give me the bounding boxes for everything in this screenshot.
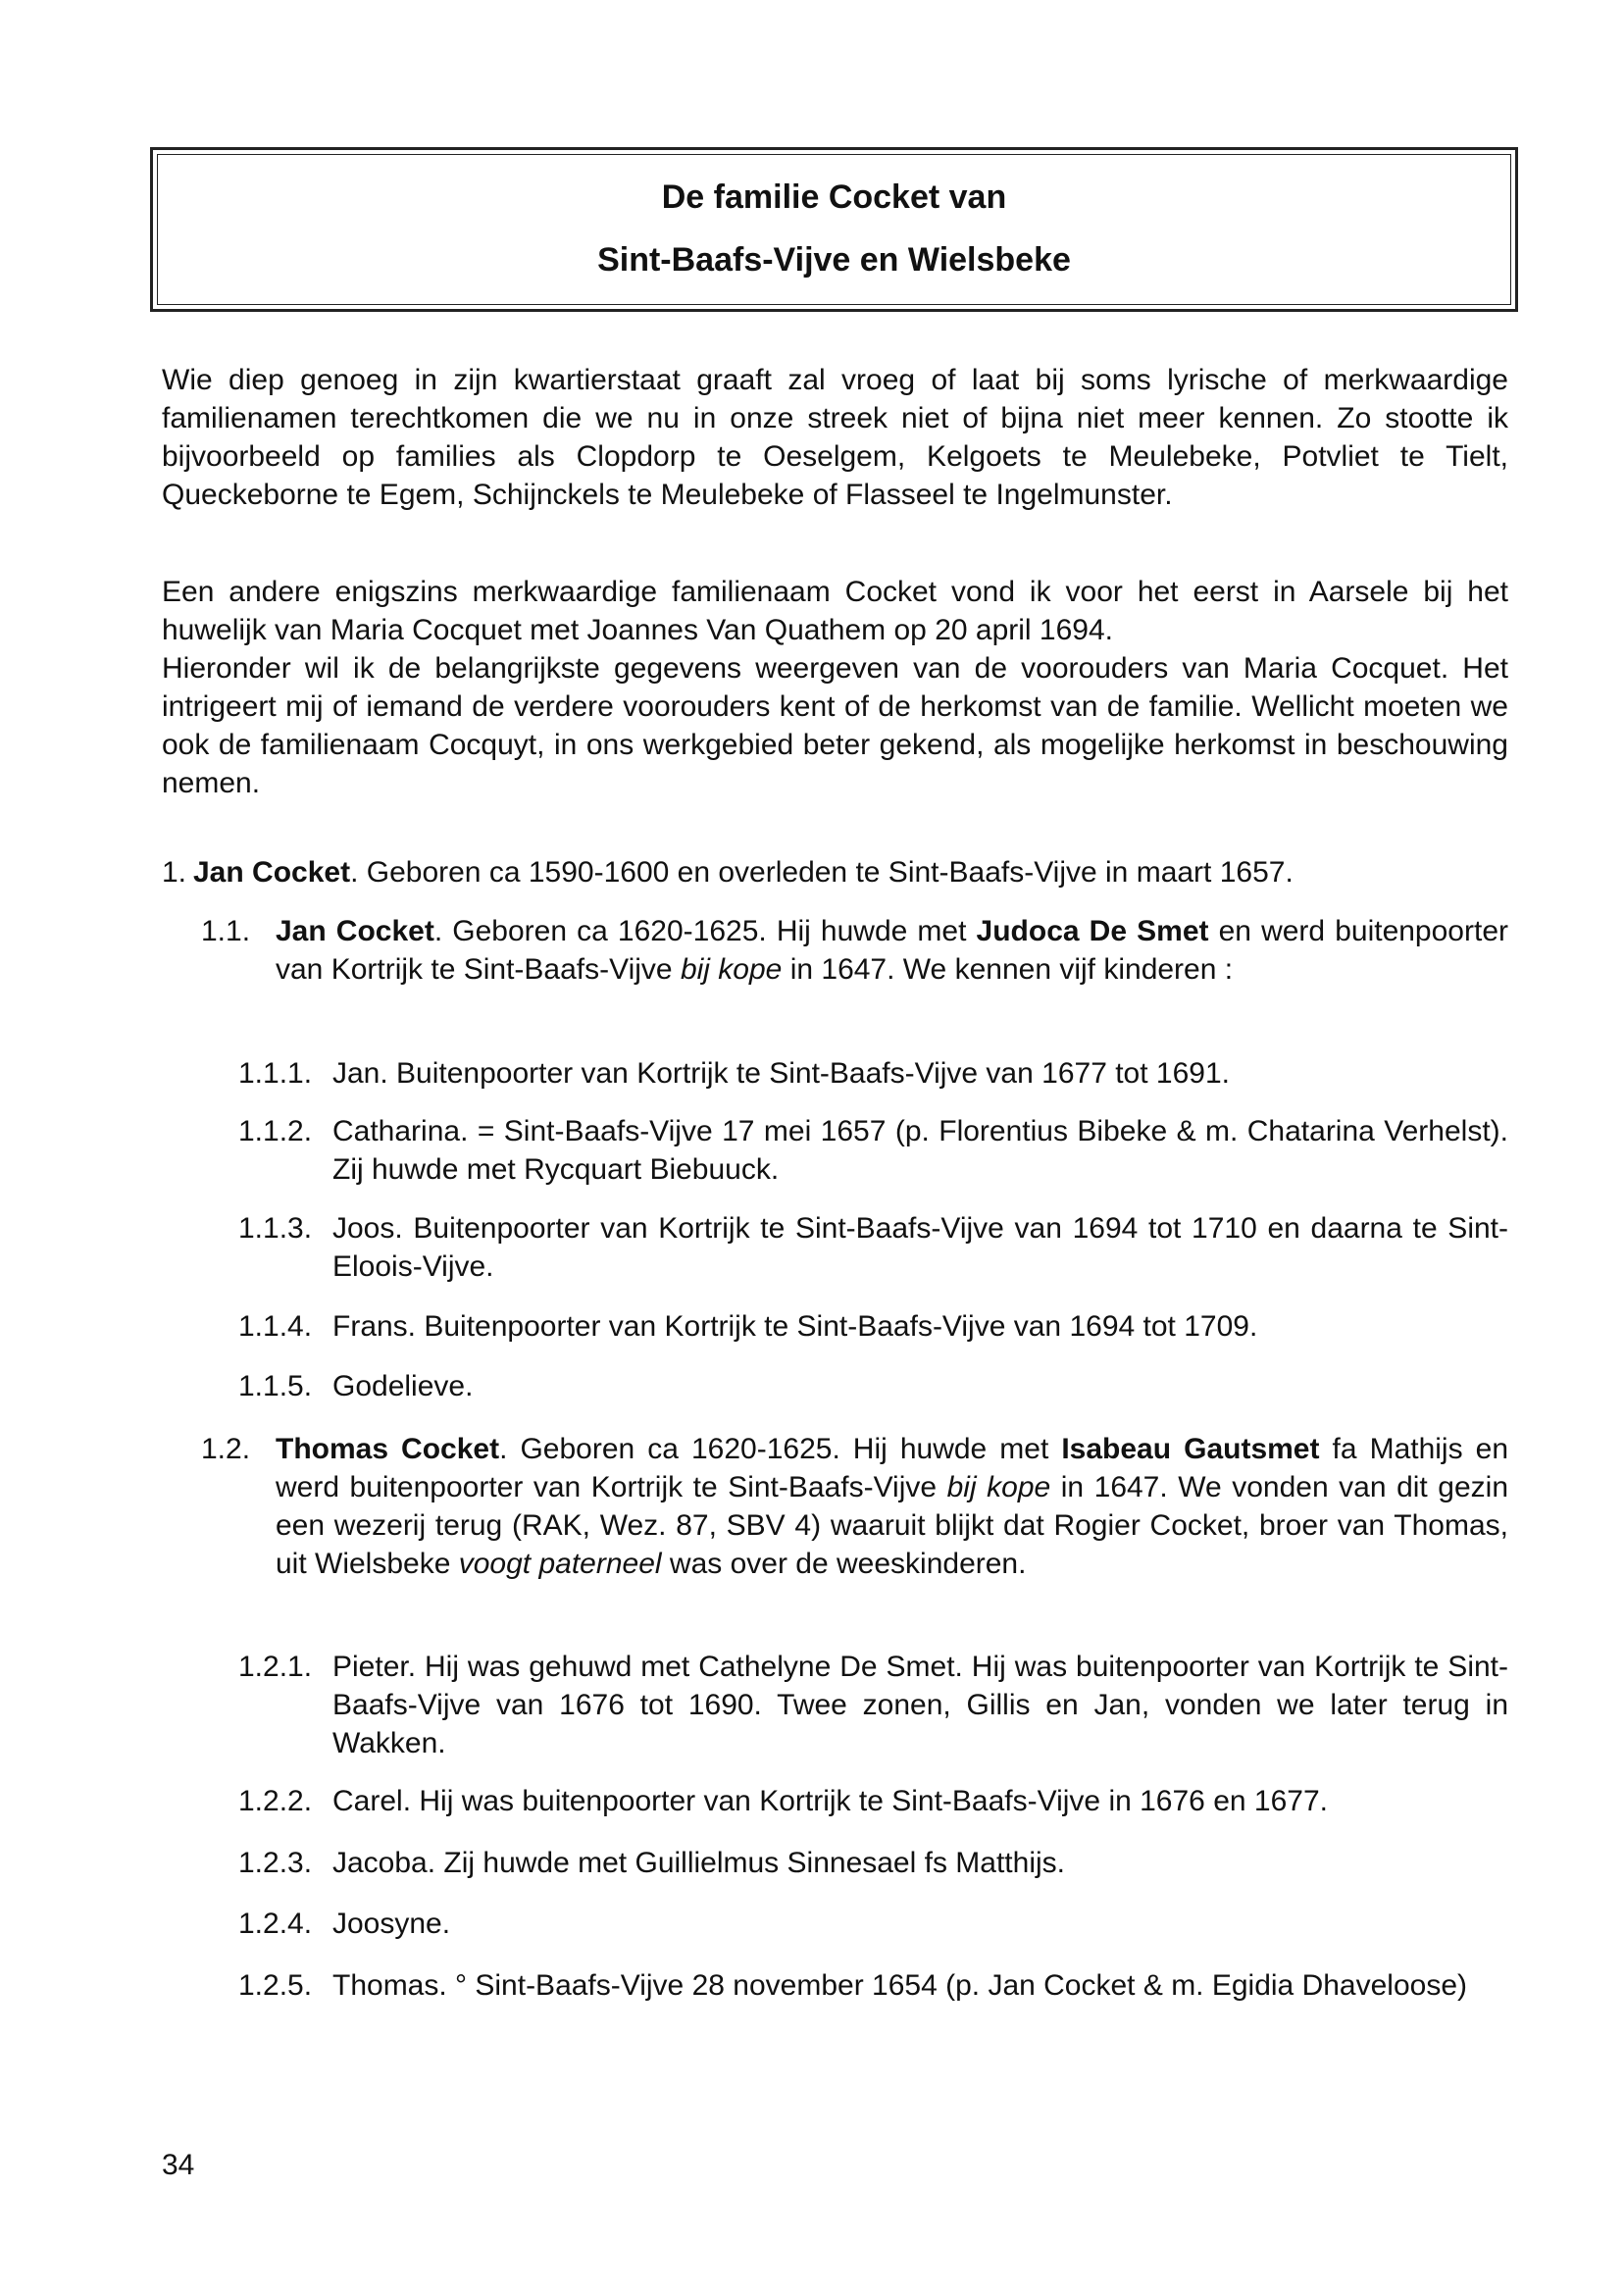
entry-1-2-3 <box>238 1844 1508 1882</box>
entry-text: Jan Cocket. Geboren ca 1620-1625. Hij huwde met Judoca De Smet en werd buitenpoorter van Kortrijk te Sint-Baafs-Vijve bij kope in 1647. We kennen vijf kinderen : <box>276 915 1508 986</box>
entry-text: Thomas Cocket. Geboren ca 1620-1625. Hij huwde met Isabeau Gautsmet fa Mathijs en werd buitenpoorter van Kortrijk te Sint-Baafs-Vijve bij kope in 1647. We vonden van dit gezin een wezerij terug (RAK, Wez. 87, SBV 4) waaruit blijkt dat Rogier Cocket, broer van Thomas, uit Wielsbeke voogt paterneel was over de weeskinderen. <box>276 1433 1509 1580</box>
entry-1-1-1 <box>238 1054 1508 1093</box>
person-name: Jan Cocket <box>193 856 351 889</box>
entry-1-1-5 <box>238 1367 1508 1405</box>
entry-text: Pieter. Hij was gehuwd met Cathelyne De Smet. Hij was buitenpoorter van Kortrijk te Sint-Baafs-Vijve van 1676 tot 1690. Twee zonen, Gillis en Jan, vonden we later terug in Wakken. <box>332 1651 1508 1759</box>
entry-1-2-2 <box>238 1782 1508 1820</box>
entry-text: Godelieve. <box>332 1370 474 1402</box>
entry-1-2 <box>201 1430 1508 1583</box>
entry-number: 1.1.3. <box>238 1212 313 1245</box>
person-name: Jan Cocket <box>276 915 434 947</box>
entry-text: Carel. Hij was buitenpoorter van Kortrijk te Sint-Baafs-Vijve in 1676 en 1677. <box>332 1785 1328 1817</box>
page-number: 34 <box>162 2149 195 2181</box>
intro-text-2b: Hieronder wil ik de belangrijkste gegevens weergeven van de voorouders van Maria Cocquet. Het intrigeert mij of iemand de verdere voorouders kent of de herkomst van de familie. Wellicht moeten we ook de familienaam Cocquyt, in ons werkgebied beter gekend, als mogelijke herkomst in beschouwing nemen. <box>162 652 1508 799</box>
entry-text: Frans. Buitenpoorter van Kortrijk te Sint-Baafs-Vijve van 1694 tot 1709. <box>332 1310 1258 1343</box>
entry-1-2-5 <box>238 1966 1508 2005</box>
entry-number: 1.2.1. <box>238 1651 313 1683</box>
entry-number: 1.1. <box>201 915 251 947</box>
spouse-name: Judoca De Smet <box>976 915 1209 947</box>
entry-text: Jan Cocket. Geboren ca 1590-1600 en overleden te Sint-Baafs-Vijve in maart 1657. <box>193 856 1294 889</box>
entry-number: 1. <box>162 856 187 889</box>
entry-number: 1.1.1. <box>238 1057 313 1090</box>
entry-1-2-4 <box>238 1905 1508 1943</box>
entry-number: 1.2.2. <box>238 1785 313 1817</box>
person-name: Thomas Cocket <box>276 1433 500 1465</box>
entry-1 <box>162 853 1508 891</box>
spouse-name: Isabeau Gautsmet <box>1061 1433 1320 1465</box>
entry-number: 1.2.4. <box>238 1908 313 1940</box>
entry-1-2-1 <box>238 1648 1508 1762</box>
intro-paragraph-1 <box>162 361 1508 514</box>
entry-text: Jan. Buitenpoorter van Kortrijk te Sint-Baafs-Vijve van 1677 tot 1691. <box>332 1057 1230 1090</box>
title-line-2: Sint-Baafs-Vijve en Wielsbeke <box>597 241 1071 279</box>
title-box <box>150 147 1518 312</box>
entry-1-1-2 <box>238 1112 1508 1189</box>
intro-text-1: Wie diep genoeg in zijn kwartierstaat graaft zal vroeg of laat bij soms lyrische of merkwaardige familienamen terechtkomen die we nu in onze streek niet of bijna niet meer kennen. Zo stootte ik bijvoorbeeld op families als Clopdorp te Oeselgem, Kelgoets te Meulebeke, Potvliet te Tielt, Queckeborne te Egem, Schijnckels te Meulebeke of Flasseel te Ingelmunster. <box>162 364 1508 511</box>
entry-number: 1.2.5. <box>238 1969 313 2002</box>
title-line-1: De familie Cocket van <box>661 178 1007 216</box>
entry-text: Thomas. ° Sint-Baafs-Vijve 28 november 1654 (p. Jan Cocket & m. Egidia Dhaveloose) <box>332 1969 1468 2002</box>
entry-number: 1.2. <box>201 1433 251 1465</box>
entry-1-1-4 <box>238 1307 1508 1346</box>
entry-1-1-3 <box>238 1209 1508 1286</box>
entry-1-1 <box>201 912 1508 989</box>
intro-paragraph-2 <box>162 573 1508 802</box>
entry-number: 1.2.3. <box>238 1847 313 1879</box>
entry-text: Joos. Buitenpoorter van Kortrijk te Sint-Baafs-Vijve van 1694 tot 1710 en daarna te Sint-Eloois-Vijve. <box>332 1212 1508 1283</box>
entry-text: Jacoba. Zij huwde met Guillielmus Sinnesael fs Matthijs. <box>332 1847 1065 1879</box>
entry-number: 1.1.4. <box>238 1310 313 1343</box>
entry-text: Catharina. = Sint-Baafs-Vijve 17 mei 1657 (p. Florentius Bibeke & m. Chatarina Verhelst). Zij huwde met Rycquart Biebuuck. <box>332 1115 1508 1186</box>
entry-number: 1.1.5. <box>238 1370 313 1402</box>
entry-text: Joosyne. <box>332 1908 451 1940</box>
intro-text-2a: Een andere enigszins merkwaardige familienaam Cocket vond ik voor het eerst in Aarsele bij het huwelijk van Maria Cocquet met Joannes Van Quathem op 20 april 1694. <box>162 576 1508 646</box>
entry-number: 1.1.2. <box>238 1115 313 1147</box>
